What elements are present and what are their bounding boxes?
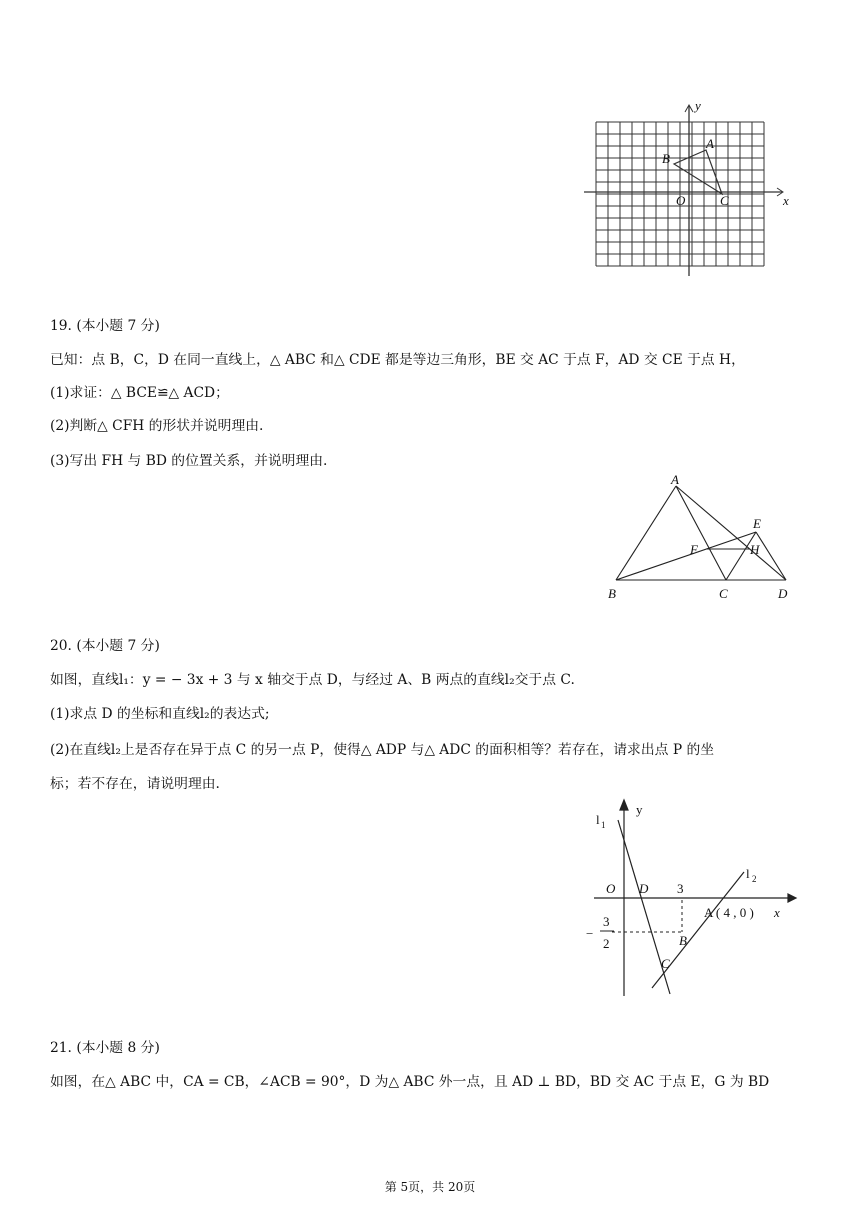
q20-part2-line1: (2)在直线l₂上是否存在异于点 C 的另一点 P，使得△ ADP 与△ ADC 的面积相等？若存在，请求出点 P 的坐 (50, 742, 715, 758)
q19-label-h: H (750, 542, 760, 557)
q20-three-label: 3 (677, 881, 684, 896)
x-axis-label: x (783, 193, 789, 208)
q19-part3: (3)写出 FH 与 BD 的位置关系，并说明理由. (50, 453, 328, 469)
origin-label: O (676, 193, 686, 208)
q20-d-label: D (639, 881, 649, 896)
q20-y-label: y (636, 802, 643, 817)
point-b-label: B (662, 151, 670, 166)
q20-l2-label: l (746, 866, 750, 881)
q19-label-f: F (690, 542, 698, 557)
q21-title: 21. (本小题 8 分) (50, 1040, 160, 1056)
q20-l2-sub: 2 (752, 874, 757, 884)
q19-label-e: E (753, 516, 761, 531)
q20-b-label: B (679, 933, 687, 948)
q19-part2: (2)判断△ CFH 的形状并说明理由. (50, 418, 264, 434)
q19-label-c: C (719, 586, 728, 601)
q19-part1: (1)求证：△ BCE≌△ ACD； (50, 385, 229, 401)
q20-stem: 如图，直线l₁：y = − 3x + 3 与 x 轴交于点 D，与经过 A、B 两点的直线l₂交于点 C. (50, 672, 575, 688)
q20-part1: (1)求点 D 的坐标和直线l₂的表达式; (50, 706, 270, 722)
q19-title: 19. (本小题 7 分) (50, 318, 160, 334)
q20-origin-label: O (606, 881, 616, 896)
q19-label-a: A (671, 472, 679, 487)
point-c-label: C (720, 193, 729, 208)
q20-title: 20. (本小题 7 分) (50, 638, 160, 654)
q18-coordinate-figure (580, 98, 795, 280)
q20-frac-num: 3 (603, 914, 610, 929)
q19-label-d: D (778, 586, 788, 601)
q20-c-label: C (661, 956, 670, 971)
q20-minus: − (586, 926, 594, 941)
point-a-label: A (706, 136, 714, 151)
page-footer: 第 5页，共 20页 (384, 1180, 476, 1194)
q20-l1-sub: 1 (601, 820, 606, 830)
q19-label-b: B (608, 586, 616, 601)
q21-stem: 如图，在△ ABC 中，CA = CB，∠ACB = 90°，D 为△ ABC 外一点，且 AD ⊥ BD，BD 交 AC 于点 E，G 为 BD (50, 1074, 770, 1090)
q19-stem: 已知：点 B，C，D 在同一直线上，△ ABC 和△ CDE 都是等边三角形，BE 交 AC 于点 F，AD 交 CE 于点 H， (50, 352, 745, 368)
q20-part2-line2: 标；若不存在，请说明理由. (50, 776, 220, 792)
q19-triangle-figure (600, 468, 805, 603)
q20-l1-label: l (596, 812, 600, 827)
q20-line-figure (578, 792, 798, 1006)
q20-a-label: A ( 4 , 0 ) (704, 905, 754, 920)
y-axis-label: y (695, 98, 701, 113)
q20-x-label: x (774, 905, 780, 920)
triangle-abc (674, 150, 722, 194)
q20-frac-den: 2 (603, 936, 610, 951)
